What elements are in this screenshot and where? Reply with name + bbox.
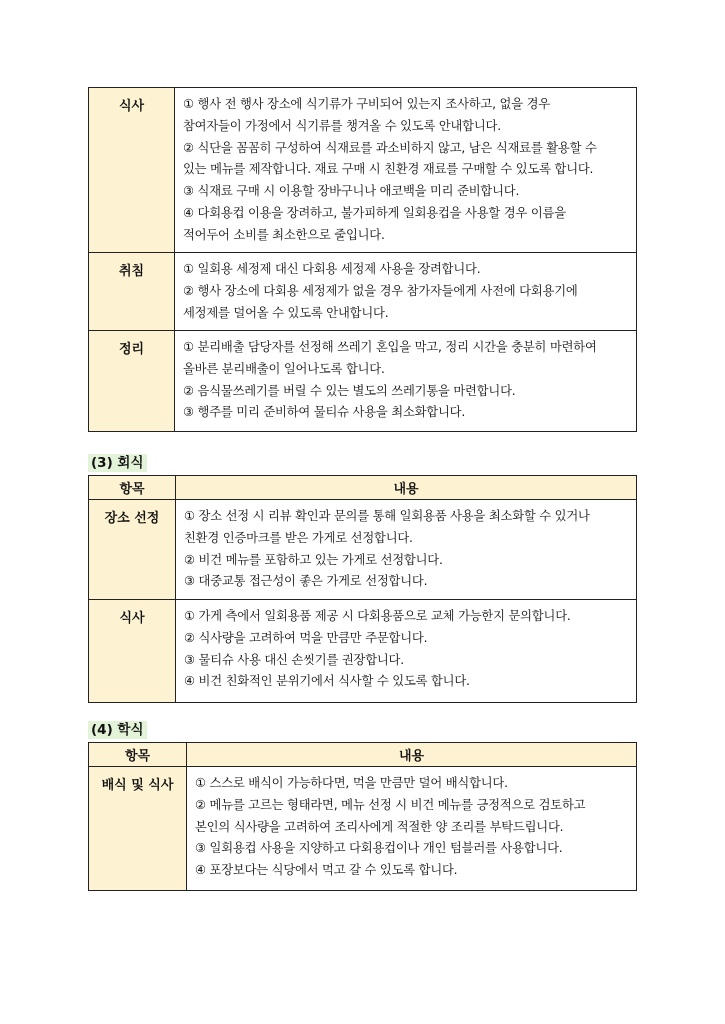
content-line: ④ 비건 친화적인 분위기에서 식사할 수 있도록 합니다.	[184, 674, 470, 689]
content-line: 참여자들이 가정에서 식기류를 챙겨올 수 있도록 안내합니다.	[183, 118, 501, 133]
content-line: 적어두어 소비를 최소한으로 줄입니다.	[183, 227, 385, 242]
row-label: 식사	[118, 99, 145, 114]
row-label: 장소 선정	[104, 511, 160, 526]
content-line: ③ 대중교통 접근성이 좋은 가게로 선정합니다.	[184, 574, 428, 589]
content-line: 친환경 인증마크를 받은 가게로 선정합니다.	[184, 530, 413, 545]
table-row	[89, 88, 637, 253]
row-label: 배식 및 식사	[101, 778, 174, 793]
content-line: ② 행사 장소에 다회용 세정제가 없을 경우 참가자들에게 사전에 다회용기에	[183, 283, 578, 298]
content-line: ③ 일회용컵 사용을 지양하고 다회용컵이나 개인 텀블러를 사용합니다.	[195, 841, 563, 856]
content-line: ③ 물티슈 사용 대신 손씻기를 권장합니다.	[184, 652, 404, 667]
content-line: ① 장소 선정 시 리뷰 확인과 문의를 통해 일회용품 사용을 최소화할 수 있거나	[184, 509, 590, 523]
row-label: 식사	[119, 611, 145, 626]
content-line: 올바른 분리배출이 일어나도록 합니다.	[183, 361, 385, 376]
content-line: ④ 다회용컵 이용을 장려하고, 불가피하게 일회용컵을 사용할 경우 이름을	[183, 205, 566, 220]
content-line: ③ 식재료 구매 시 이용할 장바구니나 애코백을 미리 준비합니다.	[183, 184, 520, 199]
content-line: 본인의 식사량을 고려하여 조리사에게 적절한 양 조리를 부탁드립니다.	[195, 819, 564, 834]
content-line: ② 비건 메뉴를 포함하고 있는 가게로 선정합니다.	[184, 552, 443, 567]
table-row	[89, 767, 637, 891]
content-line: ① 분리배출 담당자를 선정해 쓰레기 혼입을 막고, 정리 시간을 충분히 마련하여	[183, 340, 597, 354]
table-row	[89, 331, 637, 432]
content-line: 세정제를 덜어올 수 있도록 안내합니다.	[183, 305, 389, 320]
row-label: 취침	[118, 264, 145, 279]
content-line: ① 일회용 세정제 대신 다회용 세정제 사용을 장려합니다.	[183, 262, 481, 276]
table-cafeteria	[88, 742, 637, 891]
content-line: ② 음식물쓰레기를 버릴 수 있는 별도의 쓰레기통을 마련합니다.	[183, 383, 516, 398]
header-content: 내용	[176, 476, 637, 500]
table-header	[89, 476, 637, 500]
row-label: 정리	[118, 342, 145, 357]
table-dinner	[88, 475, 637, 703]
table-row	[89, 600, 637, 703]
content-line: ④ 포장보다는 식당에서 먹고 갈 수 있도록 합니다.	[195, 863, 458, 878]
content-line: 있는 메뉴를 제작합니다. 재료 구매 시 친환경 재료를 구매할 수 있도록 합니다.	[183, 162, 594, 177]
table-row	[89, 253, 637, 331]
section-title-cafeteria: (4) 학식	[88, 721, 147, 739]
content-line: ① 행사 전 행사 장소에 식기류가 구비되어 있는지 조사하고, 없을 경우	[183, 97, 550, 111]
content-line: ② 식사량을 고려하여 먹을 만큼만 주문합니다.	[184, 630, 428, 645]
table-event-guidelines	[88, 87, 637, 432]
section-title-dinner: (3) 회식	[88, 454, 147, 472]
content-line: ② 메뉴를 고르는 형태라면, 메뉴 선정 시 비건 메뉴를 긍정적으로 검토하고	[195, 797, 586, 812]
content-line: ③ 행주를 미리 준비하여 물티슈 사용을 최소화합니다.	[183, 405, 466, 420]
header-item: 항목	[89, 743, 187, 767]
header-item: 항목	[89, 476, 176, 500]
content-line: ① 스스로 배식이 가능하다면, 먹을 만큼만 덜어 배식합니다.	[195, 776, 508, 790]
header-content: 내용	[187, 743, 637, 767]
content-line: ① 가게 측에서 일회용품 제공 시 다회용품으로 교체 가능한지 문의합니다.	[184, 609, 571, 623]
table-header	[89, 743, 637, 767]
table-row	[89, 500, 637, 600]
content-line: ② 식단을 꼼꼼히 구성하여 식재료를 과소비하지 않고, 남은 식재료를 활용할 수	[183, 140, 597, 155]
